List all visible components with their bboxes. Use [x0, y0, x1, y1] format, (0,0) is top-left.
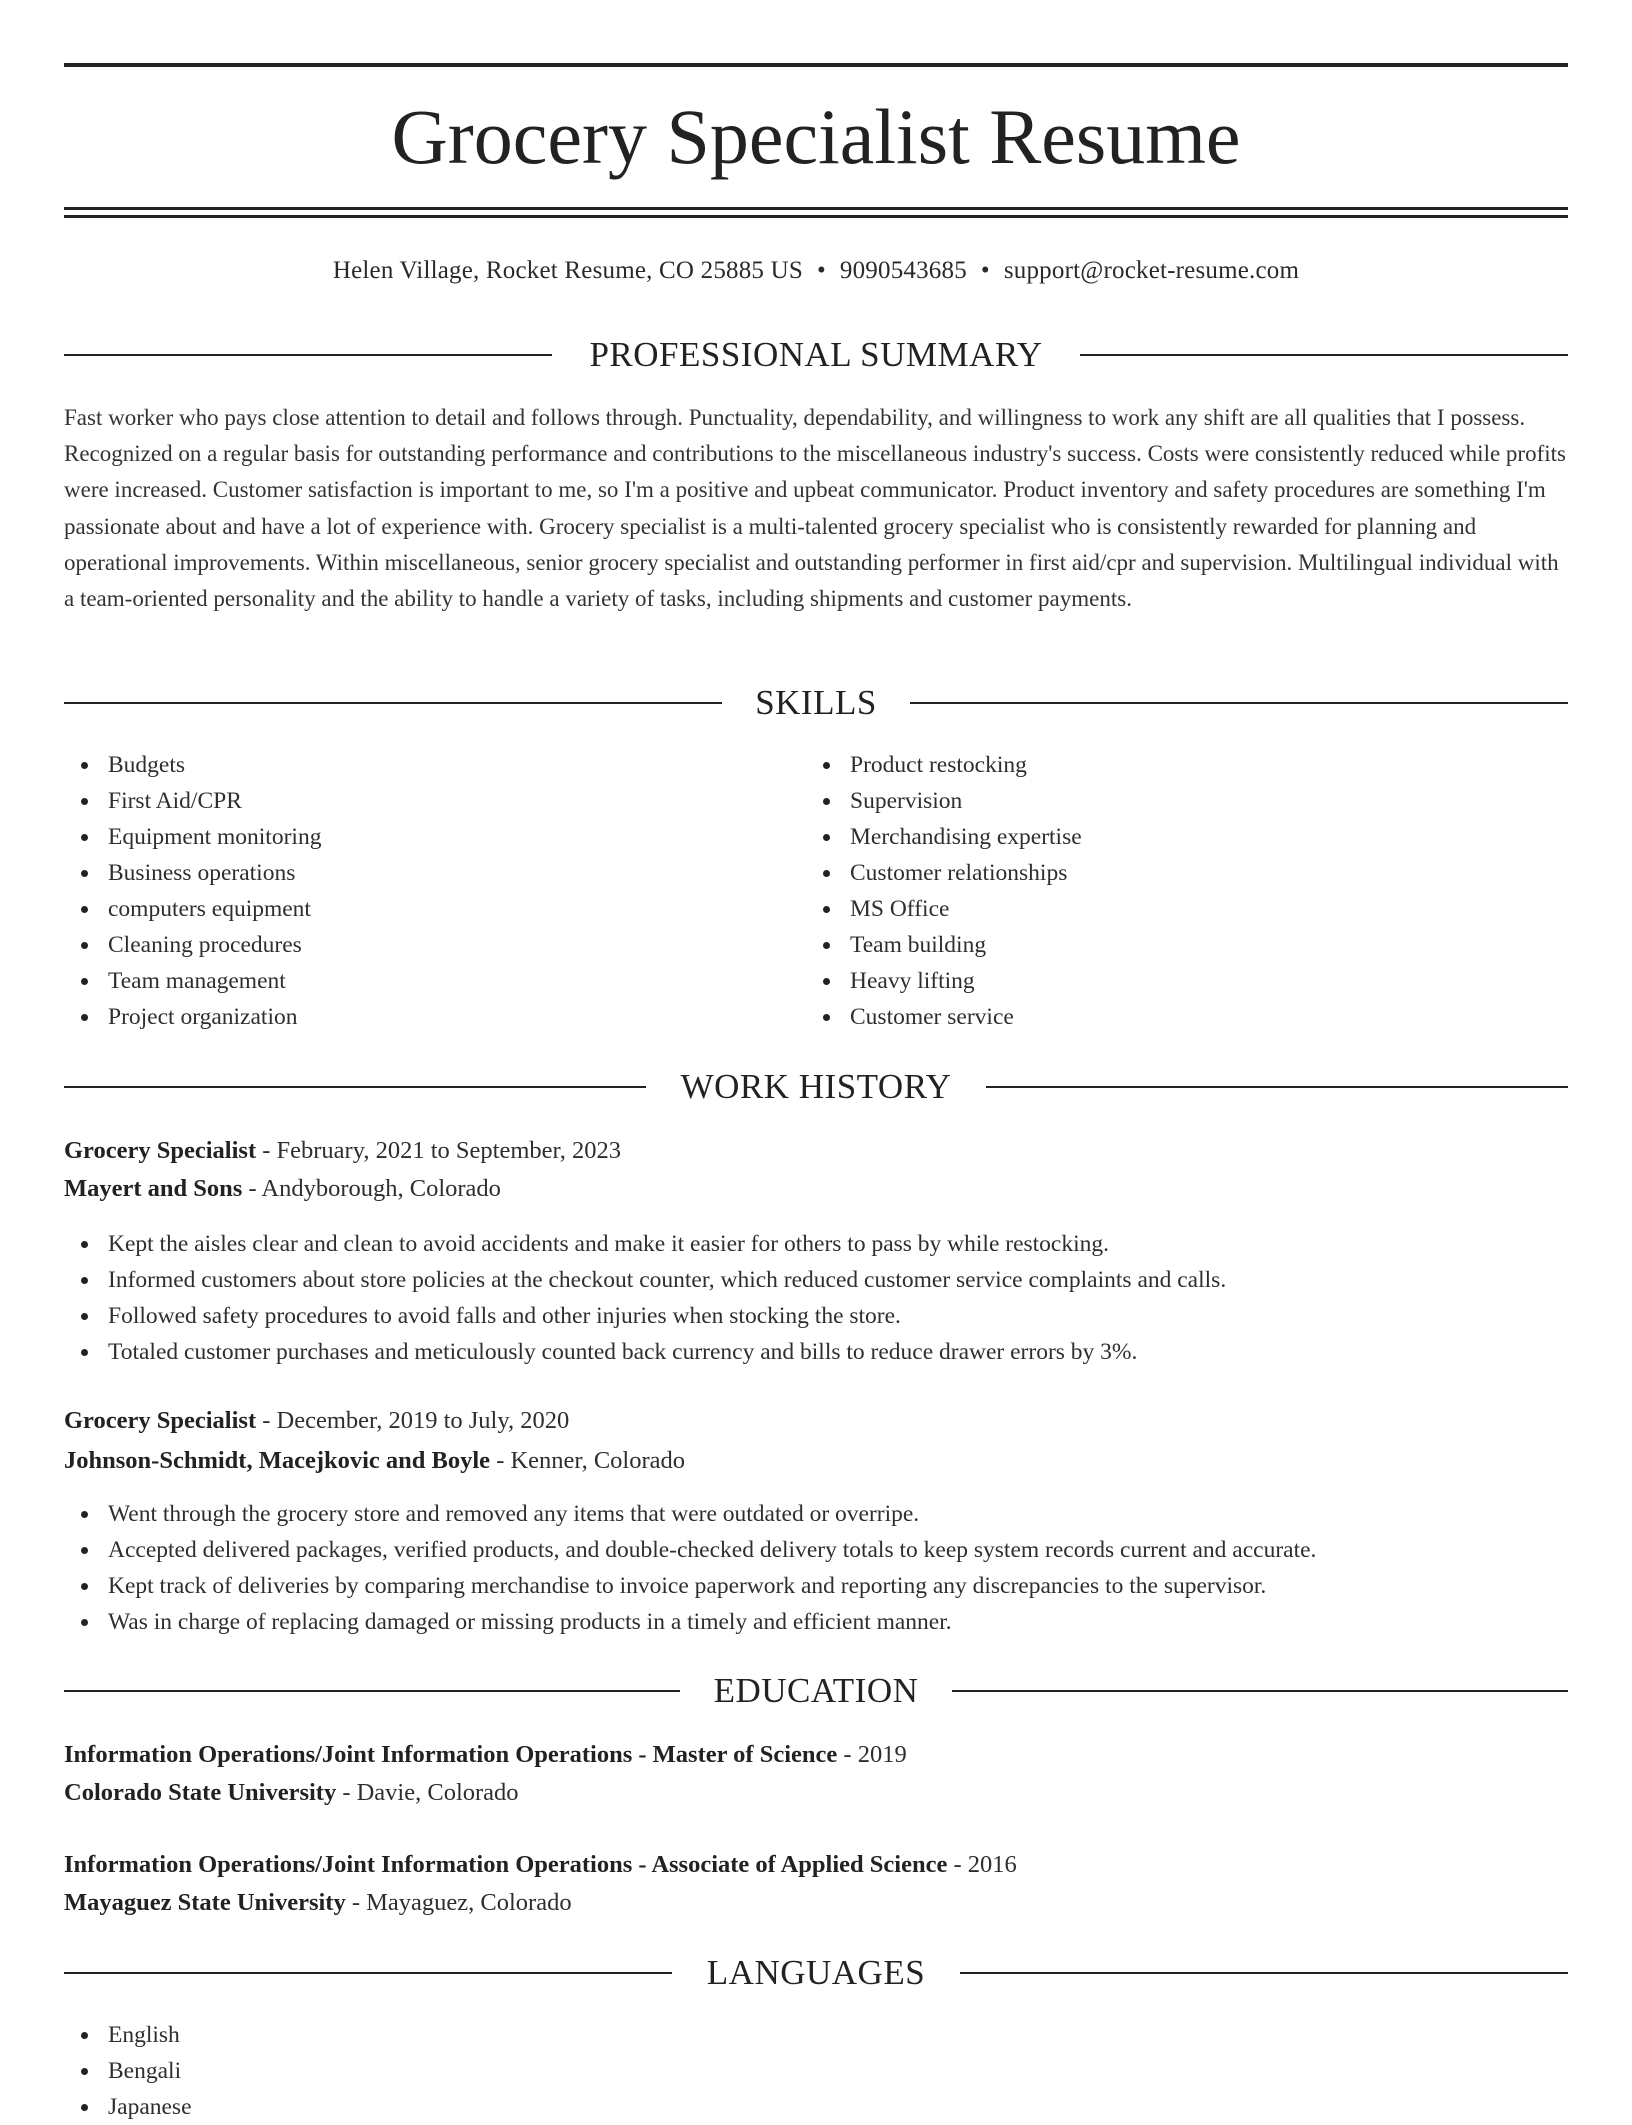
- job-duty-item: Totaled customer purchases and meticulously counted back currency and bills to reduce drawer errors by 3%.: [64, 1334, 1226, 1370]
- language-item: Japanese: [64, 2089, 192, 2125]
- job-location: - Kenner, Colorado: [496, 1447, 686, 1474]
- title-bottom-rule-1: [64, 207, 1568, 210]
- section-header-languages: [64, 1953, 1568, 1993]
- section-title: EDUCATION: [713, 1671, 919, 1710]
- skills-list-left: [64, 747, 321, 1035]
- job-title-line: [64, 1403, 1568, 1439]
- language-item: Bengali: [64, 2053, 192, 2089]
- skill-item: Equipment monitoring: [64, 819, 321, 855]
- contact-line: [64, 255, 1568, 287]
- contact-address: Helen Village, Rocket Resume, CO 25885 US: [332, 257, 803, 284]
- job-company-line: [64, 1171, 1568, 1207]
- section-rule-right: [1080, 354, 1568, 356]
- job-duty-item: Accepted delivered packages, verified products, and double-checked delivery totals to keep system records current and accurate.: [64, 1532, 1316, 1568]
- job-company: Mayert and Sons: [64, 1175, 243, 1202]
- education-location: - Davie, Colorado: [342, 1779, 519, 1806]
- skill-item: Team building: [806, 927, 1082, 963]
- skill-item: Cleaning procedures: [64, 927, 321, 963]
- contact-phone: 9090543685: [839, 257, 967, 284]
- job-duty-item: Kept the aisles clear and clean to avoid accidents and make it easier for others to pass by while restocking.: [64, 1226, 1226, 1262]
- education-location: - Mayaguez, Colorado: [351, 1889, 572, 1916]
- job-location: - Andyborough, Colorado: [248, 1175, 501, 1202]
- page-title: Grocery Specialist Resume: [391, 93, 1241, 180]
- contact-separator: •: [816, 257, 826, 284]
- skill-item: Heavy lifting: [806, 963, 1082, 999]
- education-degree-line: [64, 1737, 1568, 1773]
- job-duty-item: Was in charge of replacing damaged or missing products in a timely and efficient manner.: [64, 1604, 1316, 1640]
- section-title: LANGUAGES: [706, 1953, 926, 1992]
- skills-list-right: [806, 747, 1082, 1035]
- job-duties-list: [64, 1226, 1226, 1370]
- skill-item: Project organization: [64, 999, 321, 1035]
- job-duty-item: Went through the grocery store and removed any items that were outdated or overripe.: [64, 1496, 1316, 1532]
- skill-item: MS Office: [806, 891, 1082, 927]
- skill-item: computers equipment: [64, 891, 321, 927]
- language-item: English: [64, 2017, 192, 2053]
- job-duty-item: Followed safety procedures to avoid falls and other injuries when stocking the store.: [64, 1298, 1226, 1334]
- section-header-work-history: [64, 1067, 1568, 1107]
- languages-list: [64, 2017, 192, 2125]
- skill-item: Product restocking: [806, 747, 1082, 783]
- skill-item: Team management: [64, 963, 321, 999]
- education-school: Mayaguez State University: [64, 1889, 346, 1916]
- section-title: SKILLS: [755, 683, 877, 722]
- contact-separator: •: [980, 257, 990, 284]
- skill-item: Supervision: [806, 783, 1082, 819]
- skill-item: Customer relationships: [806, 855, 1082, 891]
- job-dates: - February, 2021 to September, 2023: [262, 1137, 621, 1164]
- contact-email: support@rocket-resume.com: [1003, 257, 1300, 284]
- education-school: Colorado State University: [64, 1779, 337, 1806]
- skill-item: Merchandising expertise: [806, 819, 1082, 855]
- education-degree-line: [64, 1847, 1568, 1883]
- skill-item: Budgets: [64, 747, 321, 783]
- job-company-line: [64, 1443, 1568, 1479]
- education-school-line: [64, 1775, 1568, 1811]
- section-header-summary: [64, 335, 1568, 375]
- summary-text: Fast worker who pays close attention to detail and follows through. Punctuality, dependability, and willingness to work any shift are all qualities that I possess. Recognized on a regular basis for outstanding performance and contributions to the miscellaneous industry's success. Costs were consistently reduced while profits were increased. Customer satisfaction is important to me, so I'm a positive and upbeat communicator. Product inventory and safety procedures are something I'm passionate about and have a lot of experience with. Grocery specialist is a multi-talented grocery specialist who is consistently rewarded for planning and operational improvements. Within miscellaneous, senior grocery specialist and outstanding performer in first aid/cpr and supervision. Multilingual individual with a team-oriented personality and the ability to handle a variety of tasks, including shipments and customer payments.: [64, 405, 1566, 612]
- education-year: - 2016: [953, 1851, 1017, 1878]
- section-header-education: [64, 1671, 1568, 1711]
- job-duties-list: [64, 1496, 1316, 1640]
- education-school-line: [64, 1885, 1568, 1921]
- skill-item: Customer service: [806, 999, 1082, 1035]
- job-dates: - December, 2019 to July, 2020: [262, 1407, 570, 1434]
- job-company: Johnson-Schmidt, Macejkovic and Boyle: [64, 1447, 491, 1474]
- skill-item: Business operations: [64, 855, 321, 891]
- section-header-skills: [64, 683, 1568, 723]
- job-role: Grocery Specialist: [64, 1137, 257, 1164]
- education-year: - 2019: [843, 1741, 907, 1768]
- job-duty-item: Kept track of deliveries by comparing merchandise to invoice paperwork and reporting any discrepancies to the supervisor.: [64, 1568, 1316, 1604]
- job-duty-item: Informed customers about store policies at the checkout counter, which reduced customer service complaints and calls.: [64, 1262, 1226, 1298]
- title-bottom-rule-2: [64, 215, 1568, 218]
- education-degree: Information Operations/Joint Information Operations - Master of Science: [64, 1741, 838, 1768]
- section-title: PROFESSIONAL SUMMARY: [589, 335, 1043, 374]
- job-title-line: [64, 1133, 1568, 1169]
- education-degree: Information Operations/Joint Information Operations - Associate of Applied Science: [64, 1851, 948, 1878]
- title-top-rule: [64, 63, 1568, 67]
- section-rule-right: [986, 1086, 1568, 1088]
- section-rule-right: [960, 1972, 1568, 1974]
- section-title: WORK HISTORY: [680, 1067, 952, 1106]
- job-role: Grocery Specialist: [64, 1407, 257, 1434]
- section-rule-right: [910, 702, 1568, 704]
- skill-item: First Aid/CPR: [64, 783, 321, 819]
- section-rule-right: [952, 1690, 1568, 1692]
